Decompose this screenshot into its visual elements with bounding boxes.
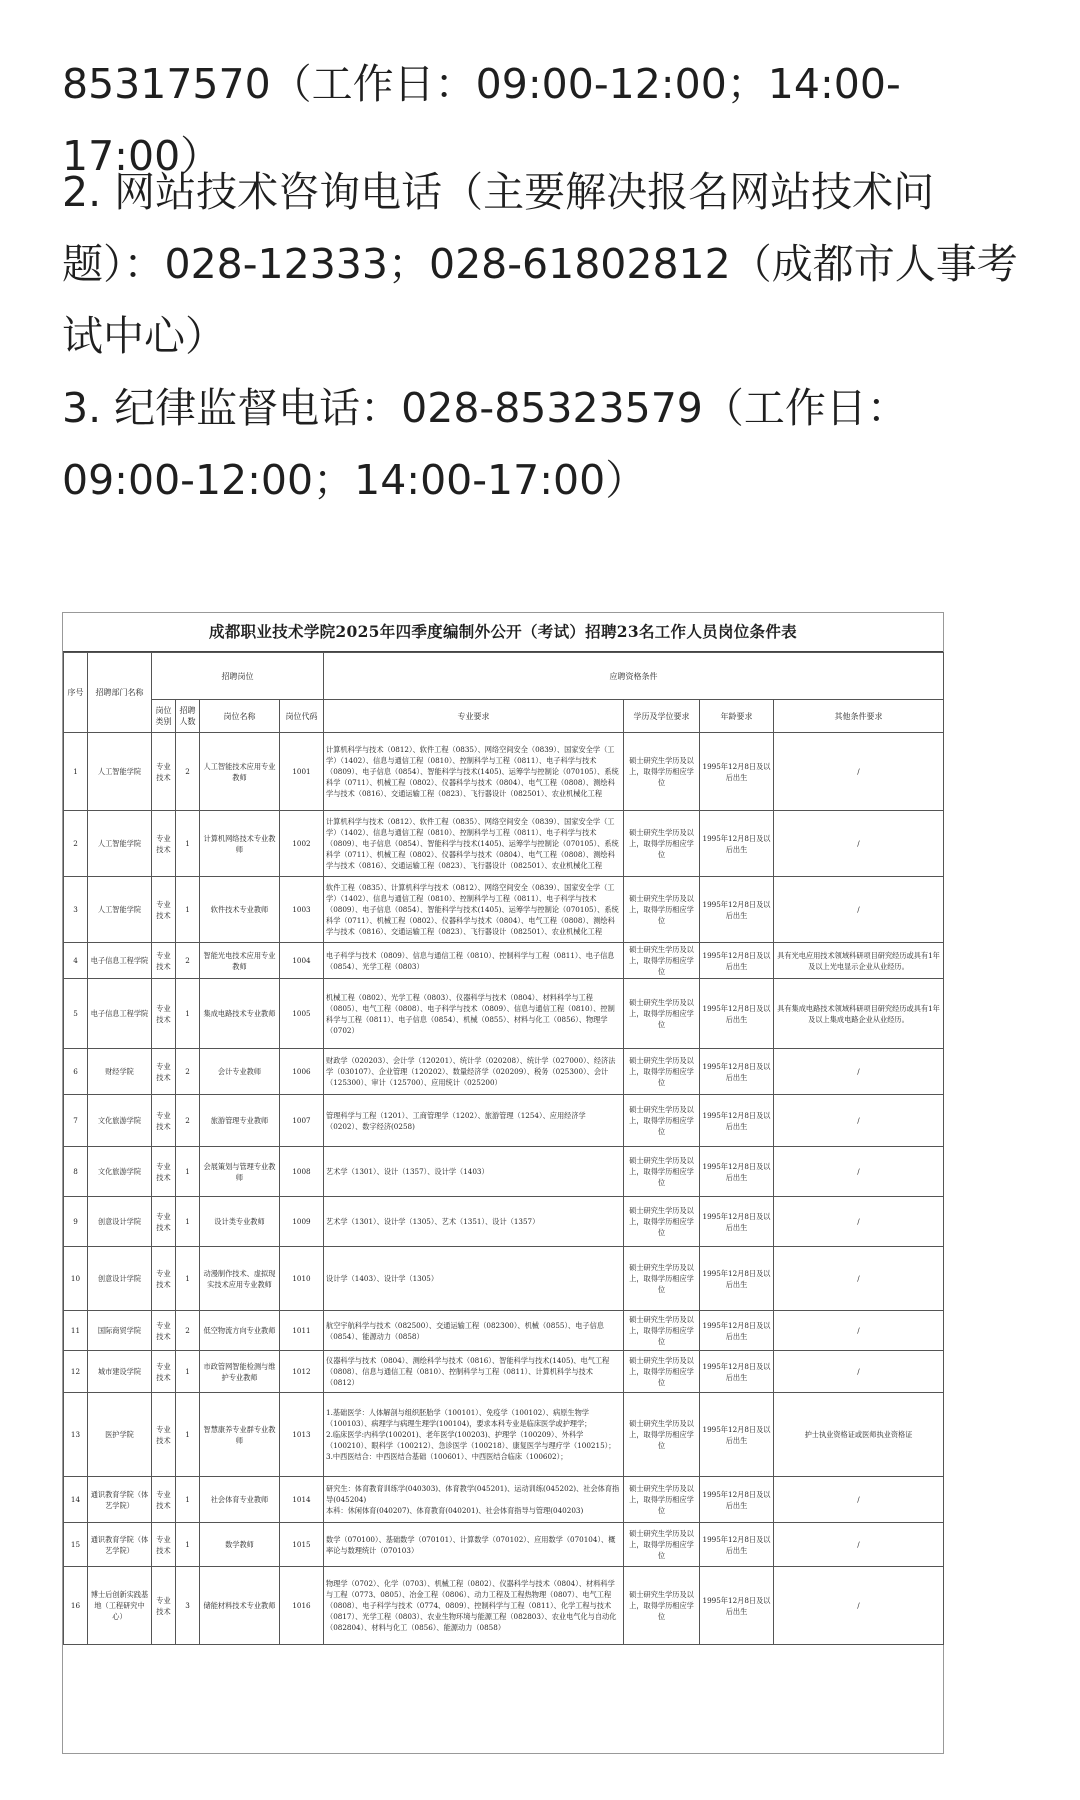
row-edu: 硕士研究生学历及以上，取得学历相应学位 <box>624 979 700 1049</box>
table-row <box>64 979 944 1049</box>
row-count: 1 <box>176 811 200 877</box>
row-post-code: 1014 <box>280 1477 324 1523</box>
row-edu: 硕士研究生学历及以上，取得学历相应学位 <box>624 1095 700 1147</box>
row-edu: 硕士研究生学历及以上，取得学历相应学位 <box>624 1477 700 1523</box>
row-major: 电子科学与技术（0809）、信息与通信工程（0810）、控制科学与工程（0811）、电子信息（0854）、光学工程（0803） <box>324 943 624 979</box>
header-edu: 学历及学位要求 <box>624 700 700 733</box>
row-major: 航空宇航科学与技术（082500）、交通运输工程（082300）、机械（0855）、电子信息（0854）、能源动力（0858） <box>324 1311 624 1351</box>
row-post-code: 1002 <box>280 811 324 877</box>
row-dept: 创意设计学院 <box>88 1247 152 1311</box>
row-post-name: 低空物流方向专业教师 <box>200 1311 280 1351</box>
row-edu: 硕士研究生学历及以上，取得学历相应学位 <box>624 1147 700 1197</box>
row-post-name: 会计专业教师 <box>200 1049 280 1095</box>
table-row <box>64 1311 944 1351</box>
row-age: 1995年12月8日及以后出生 <box>700 1567 774 1645</box>
row-major: 数学（070100）、基础数学（070101）、计算数学（070102）、应用数学（070104）、概率论与数理统计（070103） <box>324 1523 624 1567</box>
row-edu: 硕士研究生学历及以上，取得学历相应学位 <box>624 733 700 811</box>
header-count: 招聘人数 <box>176 700 200 733</box>
row-other: / <box>774 1523 944 1567</box>
header-group-post: 招聘岗位 <box>152 653 324 700</box>
row-dept: 文化旅游学院 <box>88 1147 152 1197</box>
row-no: 11 <box>64 1311 88 1351</box>
row-dept: 通识教育学院（体艺学院） <box>88 1477 152 1523</box>
row-count: 2 <box>176 733 200 811</box>
row-major: 仪器科学与技术（0804）、测绘科学与技术（0816）、智能科学与技术(1405)、电气工程（0808）、信息与通信工程（0810）、控制科学与工程（0811）、计算机科学与技术（0812） <box>324 1351 624 1393</box>
row-major: 软件工程（0835）、计算机科学与技术（0812）、网络空间安全（0839）、国家安全学（工学）（1402）、信息与通信工程（0810）、控制科学与工程（0811）、电子科学与技术（0809）、电子信息（0854）、智能科学与技术(1405)、运筹学与控制论（070105）、系统科学（0711）、机械工程（0802）、仪器科学与技术（0804）、电气工程（0808）、测绘科学与技术（0816）、交通运输工程（0823）、飞行器设计（082501）、农业机械化工程 <box>324 877 624 943</box>
position-table <box>63 652 944 1645</box>
row-dept: 电子信息工程学院 <box>88 979 152 1049</box>
table-body <box>64 733 944 1645</box>
row-age: 1995年12月8日及以后出生 <box>700 733 774 811</box>
row-post-code: 1003 <box>280 877 324 943</box>
table-row <box>64 733 944 811</box>
row-post-type: 专业技术 <box>152 1147 176 1197</box>
article-para-tech-support: 2. 网站技术咨询电话（主要解决报名网站技术问题）：028-12333；028-61802812（成都市人事考试中心） <box>62 168 1018 360</box>
row-age: 1995年12月8日及以后出生 <box>700 1147 774 1197</box>
row-other: / <box>774 1049 944 1095</box>
row-no: 4 <box>64 943 88 979</box>
row-post-name: 智能光电技术应用专业教师 <box>200 943 280 979</box>
row-other: / <box>774 1567 944 1645</box>
row-post-type: 专业技术 <box>152 1247 176 1311</box>
row-no: 14 <box>64 1477 88 1523</box>
row-major: 1.基础医学：人体解剖与组织胚胎学（100101）、免疫学（100102）、病原生物学（100103）、病理学与病理生理学(100104)，要求本科专业是临床医学或护理学； 2.临床医学:内科学(100201)、老年医学(100203)、护理学（100209）、外科学（100210）、眼科学（100212）、急诊医学（100218）、康复医学与理疗学（100215）； 3.中西医结合：中西医结合基础（100601）、中西医结合临床（100602）； <box>324 1393 624 1477</box>
row-dept: 财经学院 <box>88 1049 152 1095</box>
row-dept: 创意设计学院 <box>88 1197 152 1247</box>
row-age: 1995年12月8日及以后出生 <box>700 1477 774 1523</box>
row-other: / <box>774 1247 944 1311</box>
row-post-name: 软件技术专业教师 <box>200 877 280 943</box>
header-post-type: 岗位类别 <box>152 700 176 733</box>
row-no: 9 <box>64 1197 88 1247</box>
row-post-name: 设计类专业教师 <box>200 1197 280 1247</box>
row-post-type: 专业技术 <box>152 1095 176 1147</box>
row-post-code: 1013 <box>280 1393 324 1477</box>
row-other: / <box>774 1197 944 1247</box>
row-post-type: 专业技术 <box>152 943 176 979</box>
table-row <box>64 1393 944 1477</box>
row-edu: 硕士研究生学历及以上，取得学历相应学位 <box>624 1247 700 1311</box>
row-other: / <box>774 1311 944 1351</box>
row-major: 机械工程（0802）、光学工程（0803）、仪器科学与技术（0804）、材料科学与工程（0805）、电气工程（0808）、电子科学与技术（0809）、信息与通信工程（0810）、控制科学与工程（0811）、电子信息（0854）、机械（0855）、材料与化工（0856）、物理学（0702） <box>324 979 624 1049</box>
row-post-code: 1005 <box>280 979 324 1049</box>
header-age: 年龄要求 <box>700 700 774 733</box>
row-major: 艺术学（1301）、设计（1357）、设计学（1403） <box>324 1147 624 1197</box>
row-dept: 国际商贸学院 <box>88 1311 152 1351</box>
row-no: 8 <box>64 1147 88 1197</box>
row-post-name: 人工智能技术应用专业教师 <box>200 733 280 811</box>
row-edu: 硕士研究生学历及以上，取得学历相应学位 <box>624 811 700 877</box>
row-no: 1 <box>64 733 88 811</box>
row-no: 12 <box>64 1351 88 1393</box>
row-post-code: 1010 <box>280 1247 324 1311</box>
row-no: 15 <box>64 1523 88 1567</box>
row-edu: 硕士研究生学历及以上，取得学历相应学位 <box>624 943 700 979</box>
row-no: 16 <box>64 1567 88 1645</box>
row-no: 7 <box>64 1095 88 1147</box>
row-post-name: 旅游管理专业教师 <box>200 1095 280 1147</box>
header-other: 其他条件要求 <box>774 700 944 733</box>
row-no: 3 <box>64 877 88 943</box>
row-major: 财政学（020203）、会计学（120201）、统计学（020208）、统计学（027000）、经济法学（030107）、企业管理（120202）、数量经济学（020209）、税务（025300）、会计（125300）、审计（125700）、应用统计（025200） <box>324 1049 624 1095</box>
row-other: 具有集成电路技术领域科研项目研究经历或具有1年及以上集成电路企业从业经历。 <box>774 979 944 1049</box>
article-line-phone: 85317570（工作日：09:00-12:00；14:00-17:00） <box>62 60 901 180</box>
row-post-type: 专业技术 <box>152 1197 176 1247</box>
row-age: 1995年12月8日及以后出生 <box>700 1393 774 1477</box>
row-count: 1 <box>176 1477 200 1523</box>
row-dept: 通识教育学院（体艺学院） <box>88 1523 152 1567</box>
row-post-type: 专业技术 <box>152 811 176 877</box>
row-post-name: 智慧康养专业群专业教师 <box>200 1393 280 1477</box>
row-dept: 电子信息工程学院 <box>88 943 152 979</box>
row-other: / <box>774 877 944 943</box>
row-count: 2 <box>176 1049 200 1095</box>
row-other: / <box>774 1147 944 1197</box>
row-count: 2 <box>176 1311 200 1351</box>
row-edu: 硕士研究生学历及以上，取得学历相应学位 <box>624 1311 700 1351</box>
row-major: 计算机科学与技术（0812）、软件工程（0835）、网络空间安全（0839）、国家安全学（工学）（1402）、信息与通信工程（0810）、控制科学与工程（0811）、电子科学与技术（0809）、电子信息（0854）、智能科学与技术(1405)、运筹学与控制论（070105）、系统科学（0711）、机械工程（0802）、仪器科学与技术（0804）、电气工程（0808）、测绘科学与技术（0816）、交通运输工程（0823）、飞行器设计（082501）、农业机械化工程 <box>324 811 624 877</box>
row-post-name: 会展策划与管理专业教师 <box>200 1147 280 1197</box>
row-dept: 城市建设学院 <box>88 1351 152 1393</box>
header-no: 序号 <box>64 653 88 733</box>
row-age: 1995年12月8日及以后出生 <box>700 1049 774 1095</box>
row-dept: 博士后创新实践基地（工程研究中心） <box>88 1567 152 1645</box>
row-count: 1 <box>176 1147 200 1197</box>
row-post-code: 1016 <box>280 1567 324 1645</box>
row-post-code: 1012 <box>280 1351 324 1393</box>
header-post-code: 岗位代码 <box>280 700 324 733</box>
table-row <box>64 1095 944 1147</box>
row-age: 1995年12月8日及以后出生 <box>700 1095 774 1147</box>
row-other: / <box>774 1351 944 1393</box>
table-row <box>64 811 944 877</box>
article-para-discipline: 3. 纪律监督电话：028-85323579（工作日：09:00-12:00；14:00-17:00） <box>62 384 908 504</box>
row-major: 计算机科学与技术（0812）、软件工程（0835）、网络空间安全（0839）、国家安全学（工学）（1402）、信息与通信工程（0810）、控制科学与工程（0811）、电子科学与技术（0809）、电子信息（0854）、智能科学与技术(1405)、运筹学与控制论（070105）、系统科学（0711）、机械工程（0802）、仪器科学与技术（0804）、电气工程（0808）、测绘科学与技术（0816）、交通运输工程（0823）、飞行器设计（082501）、农业机械化工程 <box>324 733 624 811</box>
row-post-type: 专业技术 <box>152 1311 176 1351</box>
row-age: 1995年12月8日及以后出生 <box>700 1523 774 1567</box>
row-post-code: 1009 <box>280 1197 324 1247</box>
row-edu: 硕士研究生学历及以上，取得学历相应学位 <box>624 1567 700 1645</box>
row-post-type: 专业技术 <box>152 979 176 1049</box>
row-other: / <box>774 1477 944 1523</box>
row-post-type: 专业技术 <box>152 1351 176 1393</box>
row-dept: 文化旅游学院 <box>88 1095 152 1147</box>
row-major: 管理科学与工程（1201）、工商管理学（1202）、旅游管理（1254）、应用经济学（0202）、数字经济(0258) <box>324 1095 624 1147</box>
row-dept: 医护学院 <box>88 1393 152 1477</box>
row-other: 护士执业资格证或医师执业资格证 <box>774 1393 944 1477</box>
row-count: 1 <box>176 1247 200 1311</box>
position-table-image <box>62 612 944 1754</box>
table-subheader-row <box>64 700 944 733</box>
row-age: 1995年12月8日及以后出生 <box>700 943 774 979</box>
row-edu: 硕士研究生学历及以上，取得学历相应学位 <box>624 1351 700 1393</box>
row-post-code: 1011 <box>280 1311 324 1351</box>
row-no: 5 <box>64 979 88 1049</box>
row-post-name: 集成电路技术专业教师 <box>200 979 280 1049</box>
row-no: 13 <box>64 1393 88 1477</box>
row-edu: 硕士研究生学历及以上，取得学历相应学位 <box>624 1393 700 1477</box>
row-post-name: 储能材料技术专业教师 <box>200 1567 280 1645</box>
row-post-type: 专业技术 <box>152 733 176 811</box>
row-edu: 硕士研究生学历及以上，取得学历相应学位 <box>624 1523 700 1567</box>
row-count: 1 <box>176 979 200 1049</box>
header-major: 专业要求 <box>324 700 624 733</box>
row-other: / <box>774 811 944 877</box>
table-row <box>64 1477 944 1523</box>
table-row <box>64 943 944 979</box>
row-major: 物理学（0702）、化学（0703）、机械工程（0802）、仪器科学与技术（0804）、材料科学与工程（0773、0805）、冶金工程（0806）、动力工程及工程热物理（0807）、电气工程（0808）、电子科学与技术（0774、0809）、控制科学与工程（0811）、化学工程与技术（0817）、光学工程（0803）、农业生物环境与能源工程（082803）、农业电气化与自动化（082804）、材料与化工（0856）、能源动力（0858） <box>324 1567 624 1645</box>
table-row <box>64 1523 944 1567</box>
table-row <box>64 1351 944 1393</box>
table-row <box>64 1147 944 1197</box>
row-post-name: 社会体育专业教师 <box>200 1477 280 1523</box>
table-row <box>64 1049 944 1095</box>
row-dept: 人工智能学院 <box>88 733 152 811</box>
row-count: 1 <box>176 1197 200 1247</box>
row-count: 2 <box>176 943 200 979</box>
table-header-row <box>64 653 944 700</box>
row-count: 1 <box>176 1351 200 1393</box>
row-count: 1 <box>176 1523 200 1567</box>
row-age: 1995年12月8日及以后出生 <box>700 1197 774 1247</box>
row-major: 艺术学（1301）、设计学（1305）、艺术（1351）、设计（1357） <box>324 1197 624 1247</box>
header-post-name: 岗位名称 <box>200 700 280 733</box>
row-post-type: 专业技术 <box>152 1049 176 1095</box>
row-edu: 硕士研究生学历及以上，取得学历相应学位 <box>624 1049 700 1095</box>
row-other: 具有光电应用技术领域科研项目研究经历或具有1年及以上光电显示企业从业经历。 <box>774 943 944 979</box>
row-post-name: 市政管网智能检测与维护专业教师 <box>200 1351 280 1393</box>
row-major: 设计学（1403）、设计学（1305） <box>324 1247 624 1311</box>
row-post-code: 1015 <box>280 1523 324 1567</box>
table-row <box>64 1567 944 1645</box>
row-age: 1995年12月8日及以后出生 <box>700 979 774 1049</box>
row-age: 1995年12月8日及以后出生 <box>700 877 774 943</box>
row-post-type: 专业技术 <box>152 877 176 943</box>
row-dept: 人工智能学院 <box>88 877 152 943</box>
row-count: 1 <box>176 1393 200 1477</box>
row-post-type: 专业技术 <box>152 1477 176 1523</box>
row-edu: 硕士研究生学历及以上，取得学历相应学位 <box>624 1197 700 1247</box>
row-post-name: 数学教师 <box>200 1523 280 1567</box>
row-post-code: 1001 <box>280 733 324 811</box>
row-edu: 硕士研究生学历及以上，取得学历相应学位 <box>624 877 700 943</box>
row-post-code: 1004 <box>280 943 324 979</box>
table-row <box>64 1197 944 1247</box>
row-no: 6 <box>64 1049 88 1095</box>
row-count: 3 <box>176 1567 200 1645</box>
row-post-name: 动漫制作技术、虚拟现实技术应用专业教师 <box>200 1247 280 1311</box>
table-title: 成都职业技术学院2025年四季度编制外公开（考试）招聘23名工作人员岗位条件表 <box>63 613 943 652</box>
row-post-type: 专业技术 <box>152 1567 176 1645</box>
row-age: 1995年12月8日及以后出生 <box>700 811 774 877</box>
row-other: / <box>774 1095 944 1147</box>
row-count: 2 <box>176 1095 200 1147</box>
row-age: 1995年12月8日及以后出生 <box>700 1351 774 1393</box>
table-row <box>64 877 944 943</box>
row-post-code: 1008 <box>280 1147 324 1197</box>
row-post-name: 计算机网络技术专业教师 <box>200 811 280 877</box>
row-dept: 人工智能学院 <box>88 811 152 877</box>
row-post-code: 1007 <box>280 1095 324 1147</box>
row-no: 10 <box>64 1247 88 1311</box>
header-dept: 招聘部门名称 <box>88 653 152 733</box>
row-other: / <box>774 733 944 811</box>
header-group-cond: 应聘资格条件 <box>324 653 944 700</box>
table-row <box>64 1247 944 1311</box>
row-count: 1 <box>176 877 200 943</box>
row-post-type: 专业技术 <box>152 1523 176 1567</box>
row-major: 研究生：体育教育训练学(040303)、体育教学(045201)、运动训练(045202)、社会体育指导(045204) 本科：休闲体育(040207)、体育教育(040201)、社会体育指导与管理(040203) <box>324 1477 624 1523</box>
row-post-code: 1006 <box>280 1049 324 1095</box>
row-post-type: 专业技术 <box>152 1393 176 1477</box>
row-no: 2 <box>64 811 88 877</box>
row-age: 1995年12月8日及以后出生 <box>700 1247 774 1311</box>
row-age: 1995年12月8日及以后出生 <box>700 1311 774 1351</box>
